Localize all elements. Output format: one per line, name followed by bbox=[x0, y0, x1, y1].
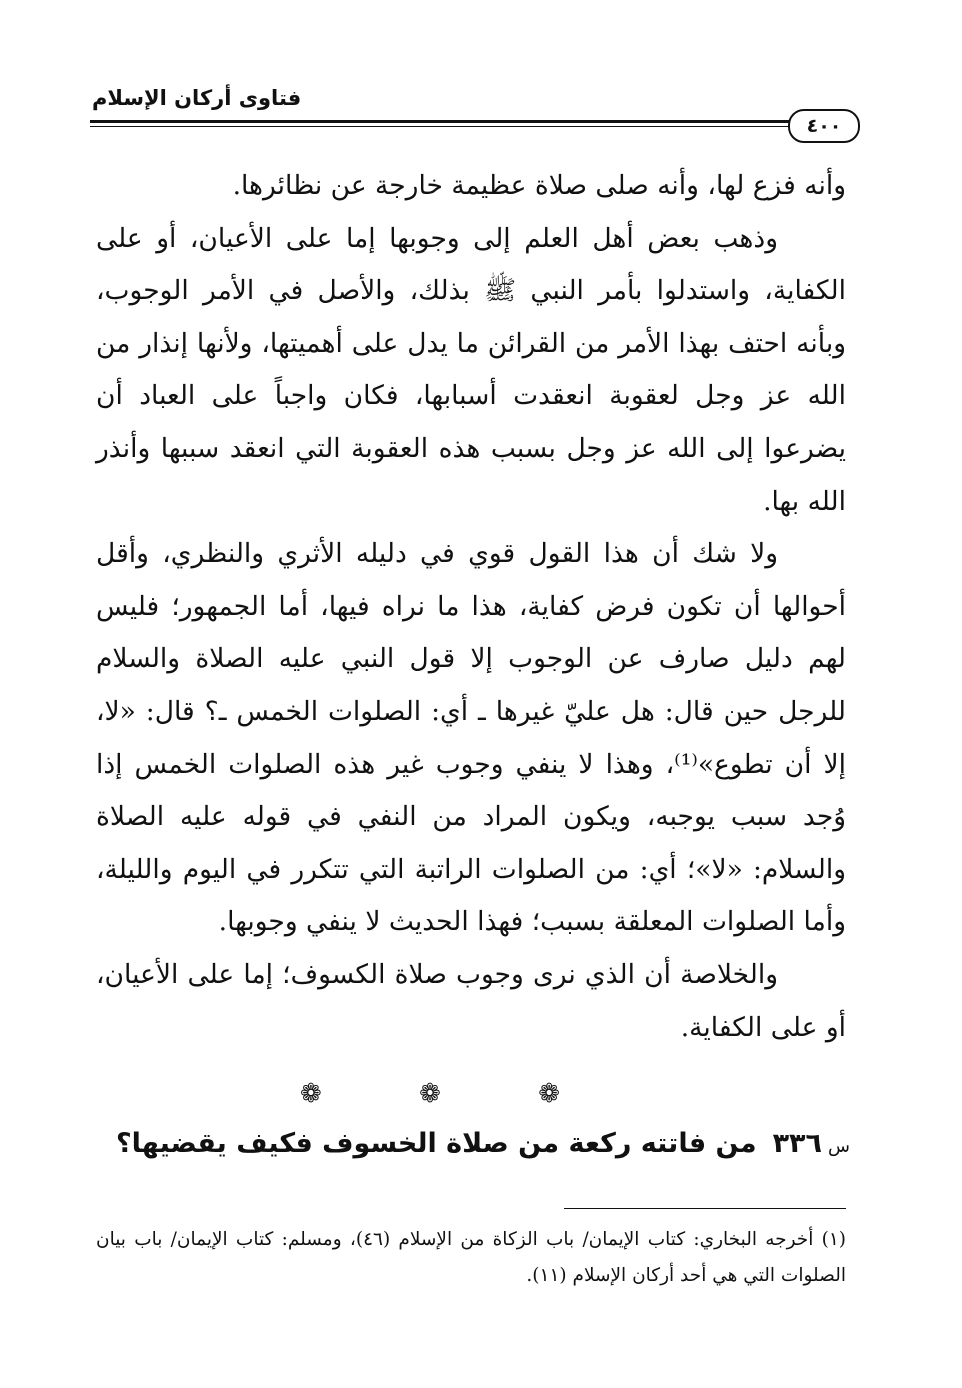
separator-star-icon: ❁ bbox=[538, 1079, 560, 1109]
header-rule-thick bbox=[90, 120, 842, 123]
footnote-1: (١) أخرجه البخاري: كتاب الإيمان/ باب الزكاة من الإسلام (٤٦)، ومسلم: كتاب الإيمان/ باب بيان الصلوات التي هي أحد أركان الإسلام (١١). bbox=[96, 1229, 846, 1286]
paragraph-4: والخلاصة أن الذي نرى وجوب صلاة الكسوف؛ إما على الأعيان، أو على الكفاية. bbox=[96, 958, 846, 1043]
paragraph-2: وذهب بعض أهل العلم إلى وجوبها إما على الأعيان، أو على الكفاية، واستدلوا بأمر النبي ﷺ بذلك، والأصل في الأمر الوجوب، وبأنه احتف بهذا الأمر من القرائن ما يدل على أهميتها، ولأنها إنذار من الله عز وجل لعقوبة انعقدت أسبابها، فكان واجباً على العباد أن يضرعوا إلى الله عز وجل بسبب هذه العقوبة التي انعقد سببها وأنذر الله بها. bbox=[96, 222, 846, 517]
question-marker: س bbox=[828, 1136, 850, 1157]
paragraph-3: ولا شك أن هذا القول قوي في دليله الأثري والنظري، وأقل أحوالها أن تكون فرض كفاية، هذا ما نراه فيها، أما الجمهور؛ فليس لهم دليل صارف عن الوجوب إلا قول النبي عليه الصلاة والسلام للرجل حين قال: هل عليّ غيرها ـ أي: الصلوات الخمس ـ؟ قال: «لا، إلا أن تطوع»⁽¹⁾، وهذا لا ينفي وجوب غير هذه الصلوات الخمس إذا وُجد سبب يوجبه، ويكون المراد من النفي في قوله عليه الصلاة والسلام: «لا»؛ أي: من الصلوات الراتبة التي تتكرر في اليوم والليلة، وأما الصلوات المعلقة بسبب؛ فهذا الحديث لا ينفي وجوبها. bbox=[96, 538, 847, 938]
separator-star-icon: ❁ bbox=[419, 1079, 441, 1109]
body-text bbox=[96, 160, 846, 1054]
separator-star-icon: ❁ bbox=[300, 1079, 322, 1109]
paragraph-1: وأنه فزع لها، وأنه صلى صلاة عظيمة خارجة عن نظائرها. bbox=[232, 170, 846, 201]
question-number: ٣٣٦ bbox=[772, 1128, 823, 1159]
question-heading bbox=[115, 1128, 850, 1159]
footnote-rule bbox=[564, 1208, 846, 1209]
header-rule-thin bbox=[90, 126, 842, 127]
section-separator bbox=[300, 1074, 560, 1114]
question-text: من فاتته ركعة من صلاة الخسوف فكيف يقضيها؟ bbox=[115, 1128, 757, 1159]
page-number: ٤٠٠ bbox=[788, 109, 860, 143]
footnote bbox=[96, 1222, 846, 1294]
book-title: فتاوى أركان الإسلام bbox=[92, 86, 302, 110]
